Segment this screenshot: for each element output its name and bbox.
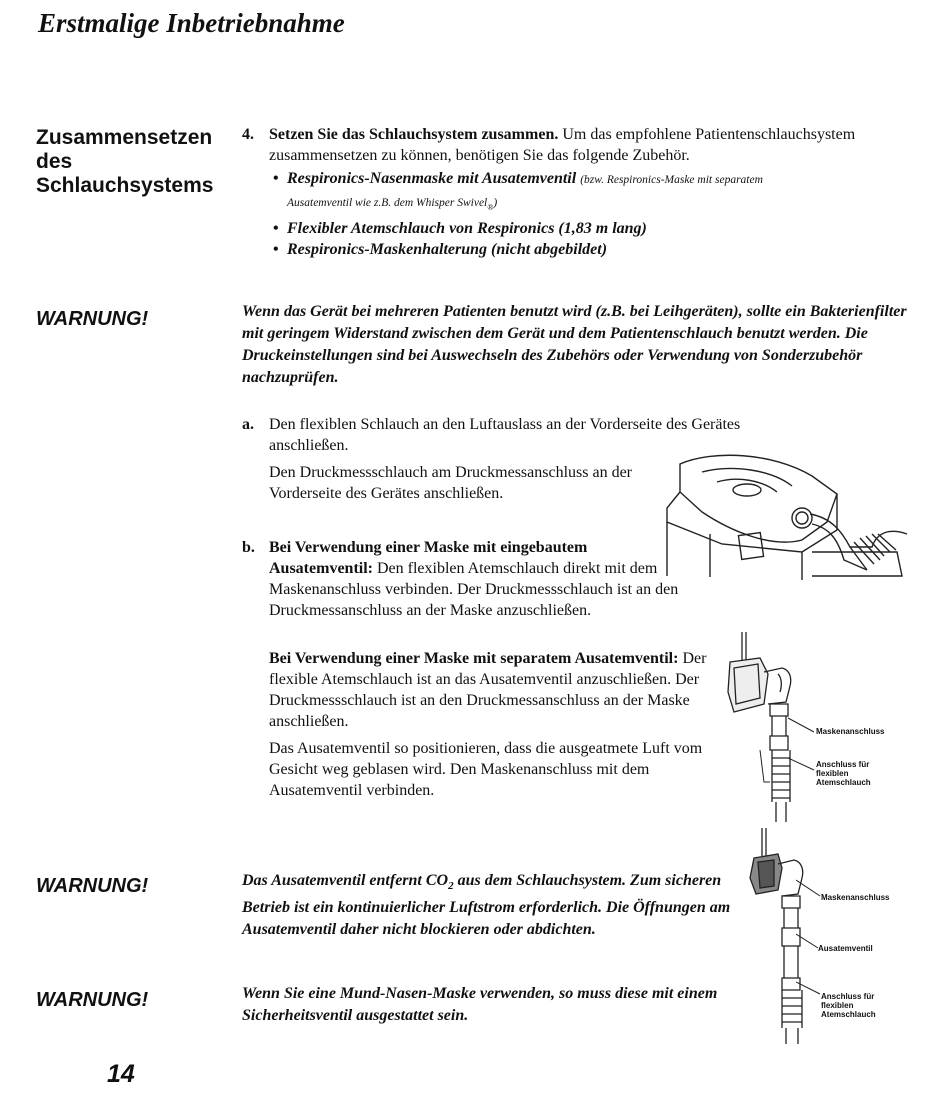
warning-text-part: aus dem Schlauchsystem. Zum sicheren Betrieb ist ein kontinuierlicher Luftstrom erforderlich. Die Öffnungen am Ausatemventil daher nicht blockieren oder abdichten. bbox=[242, 872, 731, 939]
step-text: Das Ausatemventil so positionieren, dass die ausgeatmete Luft vom Gesicht weg geblasen wird. Den Maskenanschluss mit dem Ausatemventil verbinden. bbox=[269, 740, 703, 799]
accessory-note: Ausatemventil wie z.B. dem Whisper Swivel bbox=[287, 197, 488, 209]
registered-mark: ® bbox=[487, 203, 494, 213]
step-b bbox=[242, 537, 712, 801]
accessory-name: Respironics-Nasenmaske mit Ausatemventil bbox=[287, 170, 577, 187]
step-text: Um das empfohlene Patientenschlauchsystem zusammensetzen zu können, benötigen Sie das folgende Zubehör. bbox=[269, 126, 856, 164]
label-hose-connector bbox=[816, 760, 871, 787]
page-header-title: Erstmalige Inbetriebnahme bbox=[38, 8, 345, 38]
warning-text: Wenn Sie eine Mund-Nasen-Maske verwenden, so muss diese mit einem Sicherheitsventil ausgestattet sein. bbox=[242, 985, 718, 1024]
accessory-list-item bbox=[269, 239, 882, 260]
label-line: Atemschlauch bbox=[821, 1010, 876, 1019]
label-line: flexiblen bbox=[816, 769, 849, 778]
label-line: Anschluss für bbox=[816, 760, 870, 769]
accessory-note: (bzw. Respironics-Maske mit separatem bbox=[580, 174, 763, 186]
subscript: 2 bbox=[448, 880, 454, 893]
label-exhalation-valve: Ausatemventil bbox=[818, 944, 873, 953]
accessory-list-item bbox=[269, 168, 882, 218]
label-line: flexiblen bbox=[821, 1001, 854, 1010]
label-line: Atemschlauch bbox=[816, 778, 871, 787]
warning-text-part: Das Ausatemventil entfernt CO bbox=[242, 872, 449, 889]
step-text: Den flexiblen Schlauch an den Luftauslass an der Vorderseite des Gerätes anschließen. bbox=[269, 416, 741, 454]
warning-label: WARNUNG! bbox=[36, 308, 149, 330]
accessory-name: Respironics-Maskenhalterung (nicht abgebildet) bbox=[287, 241, 608, 259]
label-line: Anschluss für bbox=[821, 992, 875, 1001]
step-label: b. bbox=[242, 539, 255, 556]
accessory-note: ) bbox=[493, 197, 498, 209]
step-text: Den Druckmessschlauch am Druckmessanschluss an der Vorderseite des Gerätes anschließen. bbox=[269, 464, 633, 502]
label-mask-connector: Maskenanschluss bbox=[816, 727, 885, 736]
accessory-name: Flexibler Atemschlauch von Respironics (1,83 m lang) bbox=[287, 220, 647, 238]
warning-text bbox=[242, 870, 737, 941]
step-number: 4. bbox=[242, 126, 254, 143]
warning-label: WARNUNG! bbox=[36, 989, 149, 1011]
warning-text: Wenn das Gerät bei mehreren Patienten benutzt wird (z.B. bei Leihgeräten), sollte ein Bakterienfilter mit geringem Widerstand zwischen dem Gerät und dem Patientenschlauch benutzt werden. Die Druckeinstellungen sind bei Auswechseln des Zubehörs oder Verwendung von Sonderzubehör nachzuprüfen. bbox=[242, 303, 907, 386]
step-heading: Bei Verwendung einer Maske mit separatem Ausatemventil: bbox=[269, 650, 679, 667]
step-text: Der flexible Atemschlauch ist an das Ausatemventil anzuschließen. Der Druckmessschlauch ist an den Druckmessanschluss an der Maske anschließen. bbox=[269, 650, 707, 730]
step-heading: Setzen Sie das Schlauchsystem zusammen. bbox=[269, 126, 559, 143]
label-leader-lines bbox=[788, 700, 818, 810]
step-text: Den flexiblen Atemschlauch direkt mit dem Maskenanschluss verbinden. Der Druckmessschlauch ist an den Druckmessanschluss an der Maske anzuschließen. bbox=[269, 560, 679, 619]
section-title bbox=[36, 126, 213, 198]
section-title-line: des bbox=[36, 150, 73, 173]
step-heading: Bei Verwendung einer Maske mit eingebautem Ausatemventil: bbox=[269, 539, 588, 577]
step-4 bbox=[242, 124, 882, 260]
warning-label: WARNUNG! bbox=[36, 875, 149, 897]
section-title-line: Zusammensetzen bbox=[36, 126, 213, 149]
section-title-line: Schlauchsystems bbox=[36, 174, 214, 197]
accessory-list-item bbox=[269, 218, 882, 239]
label-hose-connector bbox=[821, 992, 876, 1019]
page-number: 14 bbox=[107, 1060, 135, 1088]
step-label: a. bbox=[242, 416, 254, 433]
label-mask-connector: Maskenanschluss bbox=[821, 893, 890, 902]
